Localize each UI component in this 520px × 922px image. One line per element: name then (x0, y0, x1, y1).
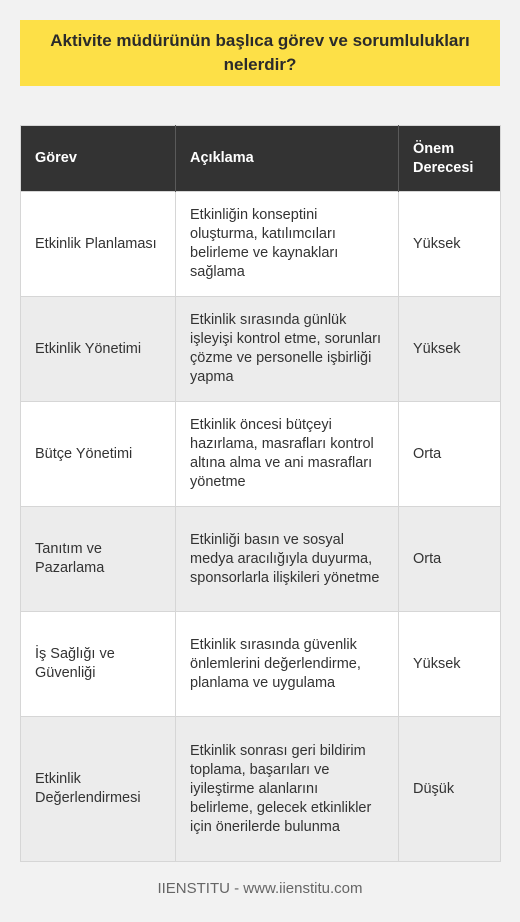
table-row (21, 402, 501, 507)
importance-cell: Orta (399, 402, 501, 507)
table-row (21, 297, 501, 402)
page-title: Aktivite müdürünün başlıca görev ve sorumlulukları nelerdir? (50, 31, 470, 74)
task-cell: Bütçe Yönetimi (21, 402, 176, 507)
description-cell: Etkinliğin konseptini oluşturma, katılımcıları belirleme ve kaynakları sağlama (176, 192, 399, 297)
table-row (21, 192, 501, 297)
importance-cell: Yüksek (399, 192, 501, 297)
table-row (21, 612, 501, 717)
description-cell: Etkinlik sırasında güvenlik önlemlerini değerlendirme, planlama ve uygulama (176, 612, 399, 717)
description-cell: Etkinlik öncesi bütçeyi hazırlama, masrafları kontrol altına alma ve ani masrafları yönetme (176, 402, 399, 507)
importance-cell: Orta (399, 507, 501, 612)
task-cell: İş Sağlığı ve Güvenliği (21, 612, 176, 717)
duties-table (20, 125, 501, 862)
importance-cell: Düşük (399, 717, 501, 862)
description-cell: Etkinliği basın ve sosyal medya aracılığıyla duyurma, sponsorlarla ilişkileri yönetme (176, 507, 399, 612)
footer-credit: IIENSTITU - www.iienstitu.com (157, 880, 363, 897)
table-row (21, 507, 501, 612)
header-aciklama: Açıklama (176, 126, 399, 192)
importance-cell: Yüksek (399, 612, 501, 717)
task-cell: Tanıtım ve Pazarlama (21, 507, 176, 612)
table-header-row (21, 126, 501, 192)
importance-cell: Yüksek (399, 297, 501, 402)
title-banner (20, 20, 500, 86)
task-cell: Etkinlik Değerlendirmesi (21, 717, 176, 862)
task-cell: Etkinlik Yönetimi (21, 297, 176, 402)
header-onem-derecesi: Önem Derecesi (399, 126, 501, 192)
table-row (21, 717, 501, 862)
header-gorev: Görev (35, 150, 77, 166)
description-cell: Etkinlik sonrası geri bildirim toplama, başarıları ve iyileştirme alanlarını belirleme, gelecek etkinlikler için önerilerde bulunma (176, 717, 399, 862)
description-cell: Etkinlik sırasında günlük işleyişi kontrol etme, sorunları çözme ve personelle işbirliği yapma (176, 297, 399, 402)
task-cell: Etkinlik Planlaması (21, 192, 176, 297)
